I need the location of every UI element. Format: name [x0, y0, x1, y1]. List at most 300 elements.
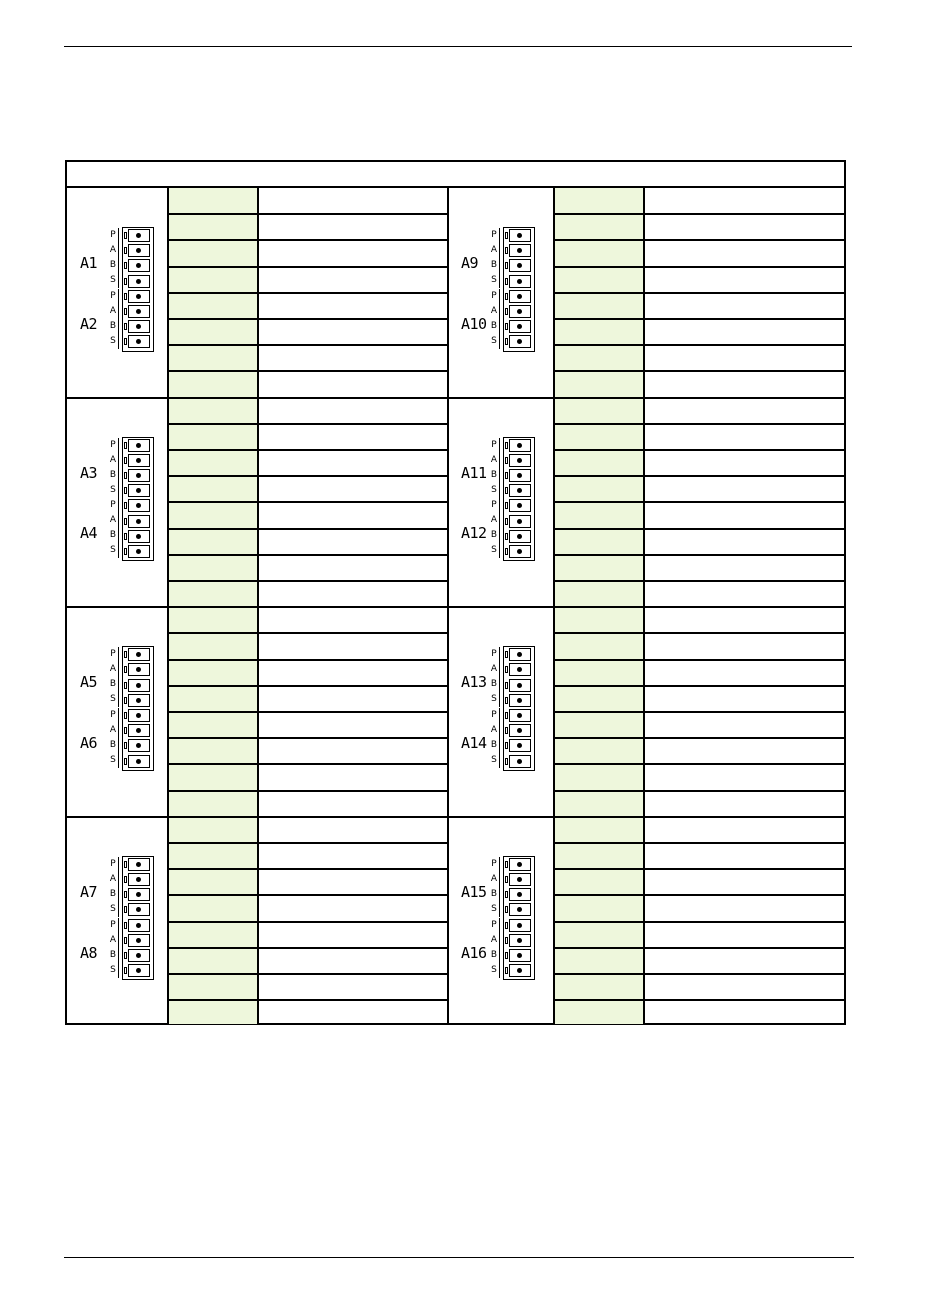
unit-label-a6: A6: [80, 734, 98, 752]
row-line: [168, 711, 448, 713]
pin-dot-icon: [517, 743, 522, 748]
pin-dot-icon: [136, 683, 141, 688]
pin-dot-icon: [517, 309, 522, 314]
row-line: [168, 659, 448, 661]
pin-letters-a13: [489, 647, 500, 707]
row-line: [554, 213, 844, 215]
pin-letter: P: [491, 230, 497, 240]
pin-dot-icon: [517, 968, 522, 973]
pin-dot-icon: [517, 683, 522, 688]
pin-letter: S: [110, 335, 116, 346]
row-line: [554, 999, 844, 1001]
row-line: [554, 973, 844, 975]
slot-tab-icon: [505, 502, 508, 509]
pin-letter: B: [490, 679, 498, 690]
group-divider: [448, 816, 554, 818]
connector-slot: [128, 755, 150, 768]
connector-slot: [128, 919, 150, 932]
pin-letter: B: [109, 888, 117, 899]
terminal-block-connector-icon: [122, 856, 154, 981]
slot-tab-icon: [505, 457, 508, 464]
row-line: [168, 449, 448, 451]
slot-tab-icon: [124, 323, 127, 330]
row-line: [554, 475, 844, 477]
pin-letter: P: [110, 230, 116, 240]
slot-tab-icon: [505, 967, 508, 974]
pin-letter: A: [109, 515, 117, 526]
pin-dot-icon: [136, 549, 141, 554]
row-line: [554, 554, 844, 556]
terminal-block-connector-icon: [503, 856, 535, 981]
pin-letter: B: [490, 888, 498, 899]
connector-slot: [509, 469, 531, 482]
slot-tab-icon: [505, 922, 508, 929]
pin-dot-icon: [136, 263, 141, 268]
pin-dot-icon: [136, 907, 141, 912]
pin-letter: B: [109, 740, 117, 750]
pin-letter: S: [491, 694, 497, 705]
pin-letter: S: [491, 755, 497, 765]
pin-letters-a14: [489, 708, 500, 768]
row-line: [168, 213, 448, 215]
pin-letter: P: [110, 649, 116, 660]
slot-tab-icon: [124, 952, 127, 959]
terminal-block-connector-icon: [503, 646, 535, 771]
row-line: [168, 239, 448, 241]
slot-tab-icon: [505, 861, 508, 868]
unit-label-a9: A9: [461, 254, 479, 272]
slot-tab-icon: [505, 876, 508, 883]
pin-letter: P: [110, 439, 116, 450]
pin-dot-icon: [517, 279, 522, 284]
wiring-table: [65, 160, 846, 1025]
unit-label-a4: A4: [80, 524, 98, 543]
pin-dot-icon: [517, 652, 522, 657]
connector-slot: [128, 858, 150, 871]
connector-slot: [509, 335, 531, 348]
connector-slot: [509, 964, 531, 977]
slot-tab-icon: [124, 338, 127, 345]
pin-letter: S: [110, 545, 116, 556]
slot-tab-icon: [124, 697, 127, 704]
pin-dot-icon: [136, 877, 141, 882]
slot-tab-icon: [505, 666, 508, 673]
slot-tab-icon: [124, 861, 127, 868]
connector-slot: [509, 949, 531, 962]
connector-slot: [509, 484, 531, 497]
slot-tab-icon: [124, 742, 127, 749]
pin-letter: B: [490, 949, 498, 960]
connector-slot: [128, 229, 150, 242]
pin-dot-icon: [517, 667, 522, 672]
pin-dot-icon: [517, 503, 522, 508]
connector-slot: [128, 888, 150, 901]
slot-tab-icon: [505, 262, 508, 269]
row-line: [554, 842, 844, 844]
slot-tab-icon: [124, 308, 127, 315]
pin-dot-icon: [136, 938, 141, 943]
row-line: [554, 501, 844, 503]
pin-dot-icon: [136, 294, 141, 299]
pin-letter: B: [490, 260, 498, 270]
pin-letters-a16: [489, 918, 500, 978]
group-divider: [448, 606, 554, 608]
pin-dot-icon: [136, 503, 141, 508]
pin-letter: P: [491, 858, 497, 869]
pin-dot-icon: [136, 458, 141, 463]
row-line: [168, 816, 448, 818]
row-line: [554, 685, 844, 687]
pin-letter: B: [109, 469, 117, 480]
terminal-block-connector-icon: [503, 227, 535, 352]
table-header: [67, 162, 844, 188]
slot-tab-icon: [505, 937, 508, 944]
connector-slot: [509, 663, 531, 676]
slot-tab-icon: [505, 518, 508, 525]
pin-dot-icon: [136, 309, 141, 314]
slot-tab-icon: [124, 247, 127, 254]
row-line: [168, 685, 448, 687]
pin-dot-icon: [136, 953, 141, 958]
slot-tab-icon: [505, 278, 508, 285]
pin-dot-icon: [517, 698, 522, 703]
row-line: [168, 921, 448, 923]
pin-dot-icon: [136, 519, 141, 524]
connector-slot: [509, 873, 531, 886]
row-line: [554, 239, 844, 241]
unit-label-a7: A7: [80, 882, 98, 901]
connector-slot: [509, 919, 531, 932]
pin-letter: A: [109, 934, 117, 945]
unit-label-a12: A12: [461, 524, 487, 543]
connector-slot: [509, 545, 531, 558]
pin-letters-a9: [489, 228, 500, 288]
row-line: [554, 763, 844, 765]
pin-dot-icon: [517, 294, 522, 299]
pin-dot-icon: [136, 652, 141, 657]
connector-slot: [509, 454, 531, 467]
pin-letter: P: [110, 919, 116, 930]
pin-dot-icon: [517, 759, 522, 764]
pin-letter: B: [109, 949, 117, 960]
pin-dot-icon: [136, 892, 141, 897]
group-divider: [67, 397, 168, 399]
row-line: [168, 842, 448, 844]
pin-dot-icon: [517, 923, 522, 928]
row-line: [168, 528, 448, 530]
unit-label-a3: A3: [80, 463, 98, 482]
pin-letter: S: [491, 335, 497, 346]
pin-dot-icon: [517, 519, 522, 524]
slot-tab-icon: [124, 278, 127, 285]
pin-dot-icon: [136, 488, 141, 493]
pin-dot-icon: [136, 743, 141, 748]
pin-letter: P: [491, 649, 497, 660]
row-line: [168, 894, 448, 896]
connector-slot: [509, 530, 531, 543]
pin-letters-a7: [108, 857, 119, 917]
connector-slot: [509, 755, 531, 768]
row-line: [168, 763, 448, 765]
pin-dot-icon: [517, 263, 522, 268]
row-line: [168, 266, 448, 268]
pin-dot-icon: [136, 728, 141, 733]
connector-slot: [509, 679, 531, 692]
connector-slot: [128, 484, 150, 497]
pin-dot-icon: [136, 862, 141, 867]
group-divider: [448, 397, 554, 399]
row-line: [168, 370, 448, 372]
pin-letter: S: [110, 694, 116, 705]
connector-slot: [509, 499, 531, 512]
row-line: [554, 292, 844, 294]
pin-dot-icon: [517, 549, 522, 554]
connector-slot: [509, 739, 531, 752]
slot-tab-icon: [505, 742, 508, 749]
connector-slot: [128, 934, 150, 947]
pin-letter: B: [490, 469, 498, 480]
pin-letter: S: [491, 964, 497, 975]
pin-dot-icon: [517, 233, 522, 238]
pin-letter: S: [110, 964, 116, 975]
row-line: [554, 344, 844, 346]
pin-dot-icon: [517, 938, 522, 943]
row-line: [554, 370, 844, 372]
slot-tab-icon: [505, 232, 508, 239]
row-line: [168, 737, 448, 739]
pin-dot-icon: [136, 923, 141, 928]
unit-label-a16: A16: [461, 943, 487, 962]
row-line: [168, 397, 448, 399]
pin-letter: S: [491, 903, 497, 914]
connector-slot: [509, 439, 531, 452]
group-divider: [67, 606, 168, 608]
pin-letter: A: [109, 725, 117, 735]
pin-letter: P: [110, 710, 116, 720]
pin-letter: B: [490, 320, 498, 331]
pin-letter: P: [110, 290, 116, 301]
connector-slot: [509, 934, 531, 947]
connector-slot: [128, 305, 150, 318]
connector-slot: [509, 694, 531, 707]
slot-tab-icon: [124, 937, 127, 944]
slot-tab-icon: [124, 518, 127, 525]
connector-slot: [509, 648, 531, 661]
terminal-block-connector-icon: [122, 227, 154, 352]
connector-slot: [128, 679, 150, 692]
slot-tab-icon: [505, 697, 508, 704]
row-line: [168, 999, 448, 1001]
pin-letter: A: [109, 305, 117, 316]
slot-tab-icon: [505, 338, 508, 345]
connector-slot: [128, 454, 150, 467]
pin-dot-icon: [136, 968, 141, 973]
slot-tab-icon: [124, 487, 127, 494]
connector-slot: [128, 724, 150, 737]
row-line: [554, 816, 844, 818]
connector-slot: [128, 320, 150, 333]
connector-slot: [128, 663, 150, 676]
pin-letters-a12: [489, 498, 500, 558]
pin-letter: A: [490, 245, 498, 255]
slot-tab-icon: [124, 891, 127, 898]
pin-letter: A: [109, 664, 117, 675]
unit-label-a14: A14: [461, 734, 487, 752]
unit-label-a11: A11: [461, 463, 487, 482]
slot-tab-icon: [124, 262, 127, 269]
slot-tab-icon: [124, 712, 127, 719]
row-line: [168, 606, 448, 608]
pin-letter: B: [490, 740, 498, 750]
slot-tab-icon: [124, 548, 127, 555]
connector-slot: [509, 275, 531, 288]
connector-slot: [128, 515, 150, 528]
pin-letters-a11: [489, 438, 500, 498]
pin-letter: A: [109, 873, 117, 884]
pin-letter: A: [490, 454, 498, 465]
row-line: [168, 947, 448, 949]
unit-label-a5: A5: [80, 673, 98, 692]
pin-letters-a15: [489, 857, 500, 917]
slot-tab-icon: [505, 442, 508, 449]
pin-dot-icon: [517, 443, 522, 448]
slot-tab-icon: [124, 472, 127, 479]
connector-slot: [509, 259, 531, 272]
pin-dot-icon: [136, 534, 141, 539]
pin-letter: P: [491, 500, 497, 511]
pin-letters-a8: [108, 918, 119, 978]
pin-dot-icon: [136, 473, 141, 478]
unit-label-a13: A13: [461, 673, 487, 692]
pin-letter: B: [109, 679, 117, 690]
pin-dot-icon: [136, 759, 141, 764]
pin-dot-icon: [517, 953, 522, 958]
row-line: [554, 266, 844, 268]
connector-slot: [128, 499, 150, 512]
slot-tab-icon: [505, 727, 508, 734]
row-line: [168, 632, 448, 634]
pin-letters-a10: [489, 289, 500, 349]
pin-letter: P: [491, 439, 497, 450]
pin-letter: S: [110, 755, 116, 765]
slot-tab-icon: [124, 666, 127, 673]
row-line: [554, 659, 844, 661]
pin-dot-icon: [136, 698, 141, 703]
row-line: [168, 868, 448, 870]
slot-tab-icon: [505, 952, 508, 959]
connector-slot: [128, 290, 150, 303]
pin-dot-icon: [517, 473, 522, 478]
pin-letter: A: [490, 515, 498, 526]
connector-slot: [128, 873, 150, 886]
slot-tab-icon: [124, 442, 127, 449]
unit-label-a1: A1: [80, 254, 98, 272]
connector-slot: [509, 858, 531, 871]
connector-slot: [128, 335, 150, 348]
connector-slot: [128, 709, 150, 722]
pin-letter: P: [110, 858, 116, 869]
pin-dot-icon: [517, 248, 522, 253]
row-line: [168, 580, 448, 582]
pin-letter: S: [491, 275, 497, 285]
slot-tab-icon: [505, 472, 508, 479]
slot-tab-icon: [124, 758, 127, 765]
slot-tab-icon: [124, 876, 127, 883]
pin-letter: P: [491, 710, 497, 720]
slot-tab-icon: [505, 247, 508, 254]
slot-tab-icon: [124, 232, 127, 239]
pin-letter: B: [109, 530, 117, 541]
connector-slot: [128, 739, 150, 752]
row-line: [554, 947, 844, 949]
row-line: [554, 894, 844, 896]
pin-dot-icon: [517, 324, 522, 329]
slot-tab-icon: [505, 891, 508, 898]
pin-letter: A: [490, 725, 498, 735]
pin-letter: B: [109, 320, 117, 331]
slot-tab-icon: [124, 922, 127, 929]
row-line: [168, 790, 448, 792]
connector-slot: [128, 469, 150, 482]
connector-slot: [128, 439, 150, 452]
slot-tab-icon: [124, 457, 127, 464]
connector-slot: [509, 888, 531, 901]
pin-dot-icon: [517, 892, 522, 897]
footer-rule: [64, 1257, 854, 1258]
pin-letter: S: [110, 903, 116, 914]
pin-dot-icon: [136, 667, 141, 672]
pin-letter: A: [490, 873, 498, 884]
pin-letter: S: [491, 545, 497, 556]
row-line: [168, 344, 448, 346]
unit-label-a10: A10: [461, 314, 487, 333]
unit-label-a15: A15: [461, 882, 487, 901]
slot-tab-icon: [505, 323, 508, 330]
pin-letter: P: [491, 919, 497, 930]
connector-slot: [509, 320, 531, 333]
pin-letter: A: [490, 305, 498, 316]
pin-letter: A: [109, 245, 117, 255]
slot-tab-icon: [124, 502, 127, 509]
connector-slot: [128, 903, 150, 916]
connector-slot: [128, 530, 150, 543]
slot-tab-icon: [505, 758, 508, 765]
connector-slot: [509, 244, 531, 257]
connector-slot: [509, 305, 531, 318]
connector-slot: [128, 949, 150, 962]
row-line: [168, 973, 448, 975]
slot-tab-icon: [505, 682, 508, 689]
unit-label-a2: A2: [80, 314, 98, 333]
connector-slot: [128, 694, 150, 707]
slot-tab-icon: [505, 712, 508, 719]
row-line: [168, 318, 448, 320]
pin-dot-icon: [517, 713, 522, 718]
slot-tab-icon: [124, 967, 127, 974]
pin-dot-icon: [517, 534, 522, 539]
pin-dot-icon: [136, 713, 141, 718]
row-line: [554, 423, 844, 425]
slot-tab-icon: [124, 906, 127, 913]
row-line: [554, 397, 844, 399]
pin-dot-icon: [517, 339, 522, 344]
terminal-block-connector-icon: [503, 437, 535, 562]
slot-tab-icon: [124, 533, 127, 540]
pin-letter: P: [491, 290, 497, 301]
pin-letters-a6: [108, 708, 119, 768]
pin-dot-icon: [136, 279, 141, 284]
pin-letter: A: [490, 934, 498, 945]
